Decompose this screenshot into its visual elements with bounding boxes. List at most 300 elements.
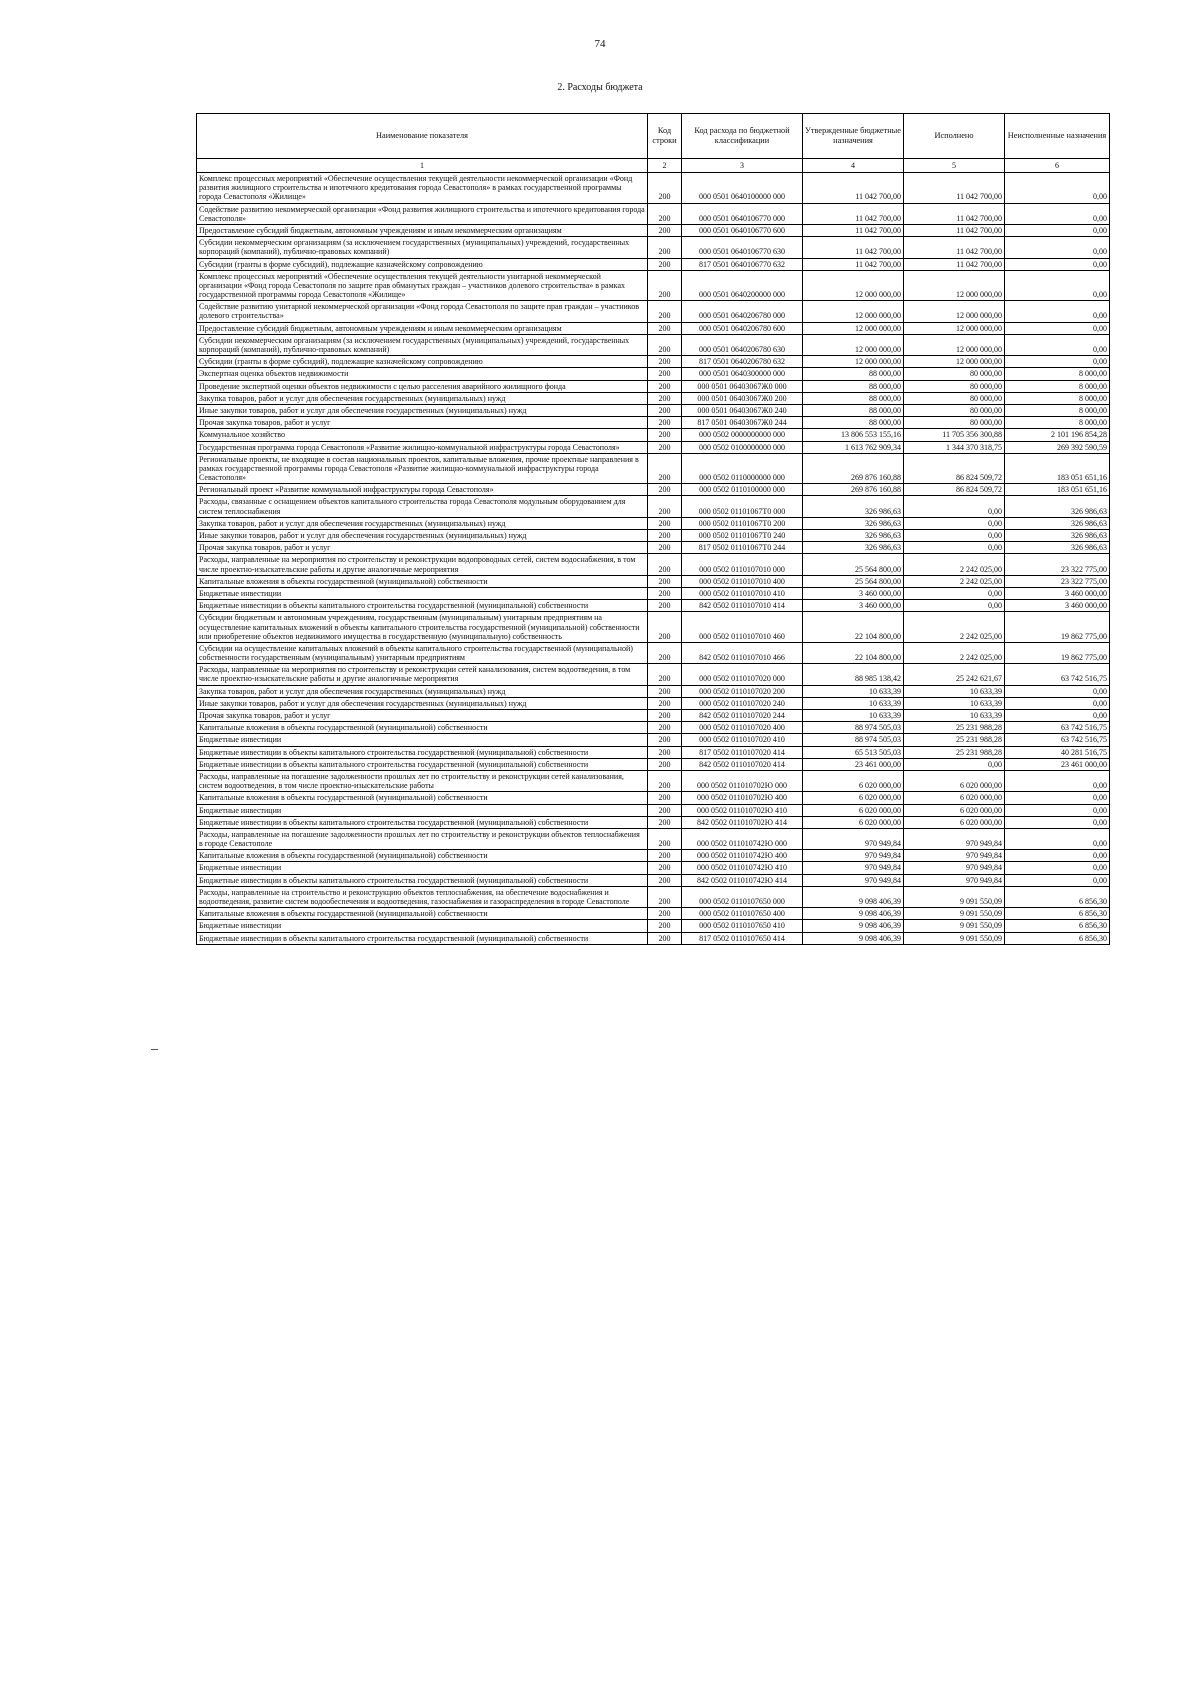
cell-approved: 970 949,84	[803, 874, 904, 886]
table-row	[197, 258, 1110, 270]
cell-unexecuted: 6 856,30	[1005, 908, 1110, 920]
cell-executed: 970 949,84	[904, 828, 1005, 849]
cell-name: Закупка товаров, работ и услуг для обеспечения государственных (муниципальных) нужд	[197, 685, 648, 697]
table-row	[197, 237, 1110, 258]
cell-unexecuted: 0,00	[1005, 203, 1110, 224]
cell-executed: 10 633,39	[904, 710, 1005, 722]
table-row	[197, 746, 1110, 758]
cell-budget-code: 000 0502 0110107650 400	[682, 908, 803, 920]
cell-name: Бюджетные инвестиции в объекты капитального строительства государственной (муниципальной) собственности	[197, 758, 648, 770]
cell-budget-code: 000 0502 0110107010 410	[682, 587, 803, 599]
header-approved: Утвержденные бюджетные назначения	[803, 114, 904, 159]
column-number: 3	[682, 159, 803, 173]
cell-row-code: 200	[648, 804, 682, 816]
cell-name: Бюджетные инвестиции в объекты капитального строительства государственной (муниципальной) собственности	[197, 746, 648, 758]
cell-row-code: 200	[648, 417, 682, 429]
cell-unexecuted: 326 986,63	[1005, 517, 1110, 529]
cell-name: Капитальные вложения в объекты государственной (муниципальной) собственности	[197, 850, 648, 862]
cell-approved: 88 974 505,03	[803, 722, 904, 734]
cell-name: Экспертная оценка объектов недвижимости	[197, 368, 648, 380]
cell-unexecuted: 326 986,63	[1005, 542, 1110, 554]
cell-approved: 6 020 000,00	[803, 770, 904, 791]
cell-unexecuted: 0,00	[1005, 697, 1110, 709]
cell-approved: 12 000 000,00	[803, 301, 904, 322]
cell-executed: 0,00	[904, 600, 1005, 612]
cell-row-code: 200	[648, 908, 682, 920]
cell-unexecuted: 63 742 516,75	[1005, 722, 1110, 734]
cell-approved: 11 042 700,00	[803, 258, 904, 270]
header-executed: Исполнено	[904, 114, 1005, 159]
cell-approved: 326 986,63	[803, 542, 904, 554]
cell-row-code: 200	[648, 301, 682, 322]
cell-budget-code: 000 0502 0110107650 000	[682, 886, 803, 907]
table-row	[197, 697, 1110, 709]
cell-name: Субсидии (гранты в форме субсидий), подлежащие казначейскому сопровождению	[197, 356, 648, 368]
cell-row-code: 200	[648, 828, 682, 849]
cell-budget-code: 000 0502 0110100000 000	[682, 484, 803, 496]
cell-unexecuted: 23 322 775,00	[1005, 575, 1110, 587]
cell-executed: 25 231 988,28	[904, 722, 1005, 734]
cell-executed: 9 091 550,09	[904, 886, 1005, 907]
cell-executed: 9 091 550,09	[904, 920, 1005, 932]
cell-executed: 80 000,00	[904, 368, 1005, 380]
table-row	[197, 828, 1110, 849]
cell-unexecuted: 0,00	[1005, 804, 1110, 816]
cell-executed: 0,00	[904, 587, 1005, 599]
table-header-row	[197, 114, 1110, 159]
cell-executed: 0,00	[904, 530, 1005, 542]
cell-budget-code: 000 0501 0640206780 600	[682, 322, 803, 334]
cell-budget-code: 842 0502 0110107020 244	[682, 710, 803, 722]
cell-row-code: 200	[648, 746, 682, 758]
cell-unexecuted: 0,00	[1005, 237, 1110, 258]
cell-executed: 25 231 988,28	[904, 746, 1005, 758]
cell-executed: 12 000 000,00	[904, 301, 1005, 322]
column-number: 6	[1005, 159, 1110, 173]
cell-executed: 80 000,00	[904, 380, 1005, 392]
cell-executed: 0,00	[904, 517, 1005, 529]
table-row	[197, 453, 1110, 484]
header-unexecuted: Неисполненные назначения	[1005, 114, 1110, 159]
table-row	[197, 587, 1110, 599]
cell-approved: 11 042 700,00	[803, 173, 904, 204]
cell-unexecuted: 8 000,00	[1005, 404, 1110, 416]
cell-name: Капитальные вложения в объекты государственной (муниципальной) собственности	[197, 722, 648, 734]
cell-budget-code: 000 0501 06403067Ж0 200	[682, 392, 803, 404]
cell-name: Прочая закупка товаров, работ и услуг	[197, 542, 648, 554]
table-row	[197, 441, 1110, 453]
cell-unexecuted: 0,00	[1005, 334, 1110, 355]
cell-approved: 970 949,84	[803, 828, 904, 849]
cell-executed: 10 633,39	[904, 685, 1005, 697]
cell-budget-code: 000 0501 06403067Ж0 240	[682, 404, 803, 416]
cell-executed: 11 705 356 300,88	[904, 429, 1005, 441]
cell-approved: 25 564 800,00	[803, 575, 904, 587]
cell-name: Субсидии некоммерческим организациям (за исключением государственных (муниципальных) учреждений, государственных корпораций (компаний), публично-правовых компаний)	[197, 334, 648, 355]
cell-budget-code: 000 0502 0110107010 000	[682, 554, 803, 575]
cell-budget-code: 842 0502 0110107020 414	[682, 758, 803, 770]
cell-approved: 22 104 800,00	[803, 612, 904, 643]
table-row	[197, 932, 1110, 944]
cell-name: Бюджетные инвестиции	[197, 862, 648, 874]
cell-unexecuted: 0,00	[1005, 322, 1110, 334]
cell-approved: 88 000,00	[803, 380, 904, 392]
cell-budget-code: 842 0502 0110107010 466	[682, 642, 803, 663]
table-row	[197, 530, 1110, 542]
cell-name: Бюджетные инвестиции	[197, 587, 648, 599]
cell-row-code: 200	[648, 886, 682, 907]
cell-executed: 25 231 988,28	[904, 734, 1005, 746]
cell-executed: 2 242 025,00	[904, 554, 1005, 575]
cell-unexecuted: 269 392 590,59	[1005, 441, 1110, 453]
cell-row-code: 200	[648, 758, 682, 770]
cell-executed: 25 242 621,67	[904, 664, 1005, 685]
cell-budget-code: 000 0502 011010742Ю 410	[682, 862, 803, 874]
cell-executed: 6 020 000,00	[904, 770, 1005, 791]
cell-approved: 970 949,84	[803, 862, 904, 874]
cell-unexecuted: 6 856,30	[1005, 932, 1110, 944]
table-row	[197, 874, 1110, 886]
cell-budget-code: 000 0502 011010742Ю 000	[682, 828, 803, 849]
table-row	[197, 575, 1110, 587]
cell-row-code: 200	[648, 258, 682, 270]
cell-executed: 970 949,84	[904, 862, 1005, 874]
cell-approved: 9 098 406,39	[803, 932, 904, 944]
table-row	[197, 417, 1110, 429]
cell-approved: 326 986,63	[803, 530, 904, 542]
cell-row-code: 200	[648, 734, 682, 746]
cell-name: Бюджетные инвестиции в объекты капитального строительства государственной (муниципальной) собственности	[197, 600, 648, 612]
cell-budget-code: 000 0501 0640100000 000	[682, 173, 803, 204]
cell-budget-code: 000 0502 011010702Ю 410	[682, 804, 803, 816]
cell-approved: 25 564 800,00	[803, 554, 904, 575]
cell-unexecuted: 8 000,00	[1005, 392, 1110, 404]
cell-executed: 86 824 509,72	[904, 484, 1005, 496]
cell-name: Бюджетные инвестиции	[197, 920, 648, 932]
header-budget-code: Код расхода по бюджетной классификации	[682, 114, 803, 159]
cell-executed: 11 042 700,00	[904, 173, 1005, 204]
cell-executed: 11 042 700,00	[904, 237, 1005, 258]
cell-unexecuted: 0,00	[1005, 874, 1110, 886]
cell-budget-code: 000 0501 0640106770 630	[682, 237, 803, 258]
table-row	[197, 173, 1110, 204]
cell-name: Иные закупки товаров, работ и услуг для обеспечения государственных (муниципальных) нужд	[197, 530, 648, 542]
table-row	[197, 792, 1110, 804]
cell-unexecuted: 19 862 775,00	[1005, 642, 1110, 663]
cell-approved: 12 000 000,00	[803, 356, 904, 368]
cell-row-code: 200	[648, 600, 682, 612]
cell-unexecuted: 63 742 516,75	[1005, 664, 1110, 685]
cell-name: Содействие развитию некоммерческой организации «Фонд развития жилищного строительства и ипотечного кредитования города Севастополя»	[197, 203, 648, 224]
cell-row-code: 200	[648, 816, 682, 828]
scan-mark	[151, 1049, 158, 1050]
table-row	[197, 356, 1110, 368]
cell-row-code: 200	[648, 496, 682, 517]
table-row	[197, 816, 1110, 828]
cell-name: Региональный проект «Развитие коммунальной инфраструктуры города Севастополя»	[197, 484, 648, 496]
cell-name: Предоставление субсидий бюджетным, автономным учреждениям и иным некоммерческим организациям	[197, 322, 648, 334]
table-row	[197, 542, 1110, 554]
cell-executed: 80 000,00	[904, 404, 1005, 416]
cell-unexecuted: 0,00	[1005, 770, 1110, 791]
cell-budget-code: 000 0501 0640206780 000	[682, 301, 803, 322]
cell-approved: 326 986,63	[803, 496, 904, 517]
cell-row-code: 200	[648, 173, 682, 204]
cell-row-code: 200	[648, 587, 682, 599]
cell-name: Субсидии некоммерческим организациям (за исключением государственных (муниципальных) учреждений, государственных корпораций (компаний), публично-правовых компаний)	[197, 237, 648, 258]
cell-unexecuted: 6 856,30	[1005, 920, 1110, 932]
cell-executed: 970 949,84	[904, 874, 1005, 886]
cell-budget-code: 000 0502 0110107020 000	[682, 664, 803, 685]
cell-executed: 6 020 000,00	[904, 804, 1005, 816]
cell-budget-code: 817 0502 01101067Т0 244	[682, 542, 803, 554]
cell-executed: 2 242 025,00	[904, 642, 1005, 663]
cell-row-code: 200	[648, 368, 682, 380]
cell-executed: 6 020 000,00	[904, 792, 1005, 804]
cell-unexecuted: 6 856,30	[1005, 886, 1110, 907]
cell-unexecuted: 0,00	[1005, 850, 1110, 862]
cell-name: Расходы, направленные на строительство и реконструкцию объектов теплоснабжения, на обеспечение водоснабжения и водоотведения, развитие систем водообеспечения и водоотведения, газоснабжения и газораспределения в городе Севастополе	[197, 886, 648, 907]
cell-approved: 9 098 406,39	[803, 886, 904, 907]
cell-budget-code: 000 0502 01101067Т0 240	[682, 530, 803, 542]
cell-unexecuted: 0,00	[1005, 224, 1110, 236]
table-row	[197, 600, 1110, 612]
cell-approved: 9 098 406,39	[803, 920, 904, 932]
cell-name: Иные закупки товаров, работ и услуг для обеспечения государственных (муниципальных) нужд	[197, 404, 648, 416]
cell-unexecuted: 8 000,00	[1005, 380, 1110, 392]
cell-row-code: 200	[648, 612, 682, 643]
cell-name: Расходы, направленные на мероприятия по строительству и реконструкции водопроводных сетей, систем водоснабжения, в том числе проектно-изыскательские работы и другие аналогичные мероприятия	[197, 554, 648, 575]
cell-unexecuted: 3 460 000,00	[1005, 587, 1110, 599]
cell-row-code: 200	[648, 392, 682, 404]
cell-name: Закупка товаров, работ и услуг для обеспечения государственных (муниципальных) нужд	[197, 517, 648, 529]
cell-approved: 12 000 000,00	[803, 322, 904, 334]
cell-budget-code: 000 0502 0110107650 410	[682, 920, 803, 932]
cell-budget-code: 000 0502 011010702Ю 000	[682, 770, 803, 791]
cell-executed: 11 042 700,00	[904, 203, 1005, 224]
cell-row-code: 200	[648, 932, 682, 944]
cell-name: Бюджетные инвестиции	[197, 804, 648, 816]
cell-unexecuted: 63 742 516,75	[1005, 734, 1110, 746]
cell-row-code: 200	[648, 517, 682, 529]
table-row	[197, 804, 1110, 816]
cell-name: Расходы, связанные с оснащением объектов капитального строительства города Севастополя модульным оборудованием для систем теплоснабжения	[197, 496, 648, 517]
table-row	[197, 334, 1110, 355]
cell-approved: 88 985 138,42	[803, 664, 904, 685]
cell-unexecuted: 183 051 651,16	[1005, 453, 1110, 484]
cell-budget-code: 000 0502 011010742Ю 400	[682, 850, 803, 862]
cell-budget-code: 000 0502 0110107020 200	[682, 685, 803, 697]
cell-row-code: 200	[648, 685, 682, 697]
cell-budget-code: 000 0502 0100000000 000	[682, 441, 803, 453]
table-row	[197, 862, 1110, 874]
cell-budget-code: 000 0502 01101067Т0 000	[682, 496, 803, 517]
cell-executed: 11 042 700,00	[904, 258, 1005, 270]
column-number: 1	[197, 159, 648, 173]
cell-budget-code: 000 0502 0110107010 400	[682, 575, 803, 587]
table-row	[197, 380, 1110, 392]
cell-approved: 88 000,00	[803, 417, 904, 429]
table-row	[197, 404, 1110, 416]
cell-row-code: 200	[648, 453, 682, 484]
cell-approved: 13 806 553 155,16	[803, 429, 904, 441]
cell-approved: 10 633,39	[803, 685, 904, 697]
cell-budget-code: 000 0501 0640200000 000	[682, 270, 803, 301]
table-row	[197, 612, 1110, 643]
cell-executed: 12 000 000,00	[904, 356, 1005, 368]
cell-budget-code: 000 0502 0110107020 400	[682, 722, 803, 734]
table-row	[197, 368, 1110, 380]
cell-name: Государственная программа города Севастополя «Развитие жилищно-коммунальной инфраструктуры города Севастополя»	[197, 441, 648, 453]
cell-unexecuted: 0,00	[1005, 301, 1110, 322]
column-number-row	[197, 159, 1110, 173]
cell-name: Предоставление субсидий бюджетным, автономным учреждениям и иным некоммерческим организациям	[197, 224, 648, 236]
cell-row-code: 200	[648, 792, 682, 804]
cell-name: Проведение экспертной оценки объектов недвижимости с целью расселения аварийного жилищного фонда	[197, 380, 648, 392]
cell-unexecuted: 8 000,00	[1005, 368, 1110, 380]
cell-unexecuted: 23 461 000,00	[1005, 758, 1110, 770]
cell-executed: 2 242 025,00	[904, 575, 1005, 587]
cell-name: Региональные проекты, не входящие в состав национальных проектов, капитальные вложения, прочие проектные направления в рамках государственной программы города Севастополя «Развитие жилищно-коммунальной инфраструктуры города Севастополя»	[197, 453, 648, 484]
cell-approved: 11 042 700,00	[803, 203, 904, 224]
cell-executed: 86 824 509,72	[904, 453, 1005, 484]
cell-approved: 23 461 000,00	[803, 758, 904, 770]
cell-row-code: 200	[648, 322, 682, 334]
column-number: 5	[904, 159, 1005, 173]
cell-name: Бюджетные инвестиции в объекты капитального строительства государственной (муниципальной) собственности	[197, 874, 648, 886]
cell-name: Капитальные вложения в объекты государственной (муниципальной) собственности	[197, 575, 648, 587]
table-row	[197, 496, 1110, 517]
cell-executed: 0,00	[904, 496, 1005, 517]
cell-budget-code: 000 0502 0110107010 460	[682, 612, 803, 643]
table-row	[197, 429, 1110, 441]
cell-name: Расходы, направленные на погашение задолженности прошлых лет по строительству и реконструкции объектов теплоснабжения в городе Севастополе	[197, 828, 648, 849]
cell-executed: 12 000 000,00	[904, 322, 1005, 334]
section-title: 2. Расходы бюджета	[557, 82, 643, 93]
table-row	[197, 484, 1110, 496]
cell-executed: 6 020 000,00	[904, 816, 1005, 828]
cell-budget-code: 817 0501 06403067Ж0 244	[682, 417, 803, 429]
cell-budget-code: 000 0502 01101067Т0 200	[682, 517, 803, 529]
cell-unexecuted: 0,00	[1005, 173, 1110, 204]
cell-budget-code: 000 0502 0110107020 240	[682, 697, 803, 709]
table-row	[197, 322, 1110, 334]
cell-budget-code: 000 0501 0640106770 000	[682, 203, 803, 224]
cell-unexecuted: 19 862 775,00	[1005, 612, 1110, 643]
cell-budget-code: 817 0502 0110107020 414	[682, 746, 803, 758]
cell-budget-code: 000 0501 06403067Ж0 000	[682, 380, 803, 392]
cell-executed: 10 633,39	[904, 697, 1005, 709]
cell-unexecuted: 8 000,00	[1005, 417, 1110, 429]
cell-budget-code: 817 0501 0640106770 632	[682, 258, 803, 270]
cell-budget-code: 842 0502 011010702Ю 414	[682, 816, 803, 828]
cell-row-code: 200	[648, 334, 682, 355]
cell-row-code: 200	[648, 664, 682, 685]
table-row	[197, 722, 1110, 734]
cell-unexecuted: 0,00	[1005, 685, 1110, 697]
cell-row-code: 200	[648, 380, 682, 392]
cell-row-code: 200	[648, 203, 682, 224]
cell-unexecuted: 326 986,63	[1005, 530, 1110, 542]
cell-approved: 10 633,39	[803, 710, 904, 722]
cell-unexecuted: 183 051 651,16	[1005, 484, 1110, 496]
cell-approved: 12 000 000,00	[803, 334, 904, 355]
cell-approved: 3 460 000,00	[803, 587, 904, 599]
cell-executed: 12 000 000,00	[904, 270, 1005, 301]
header-indicator-name: Наименование показателя	[197, 114, 648, 159]
cell-name: Комплекс процессных мероприятий «Обеспечение осуществления текущей деятельности унитарной некоммерческой организации «Фонд города Севастополя по защите прав обманутых граждан – участников долевого строительства» в рамках государственной программы города Севастополя «Жилище»	[197, 270, 648, 301]
cell-approved: 9 098 406,39	[803, 908, 904, 920]
column-number: 2	[648, 159, 682, 173]
cell-row-code: 200	[648, 722, 682, 734]
table-row	[197, 270, 1110, 301]
cell-budget-code: 000 0502 0000000000 000	[682, 429, 803, 441]
cell-executed: 80 000,00	[904, 417, 1005, 429]
table-row	[197, 758, 1110, 770]
cell-unexecuted: 0,00	[1005, 356, 1110, 368]
cell-row-code: 200	[648, 554, 682, 575]
table-row	[197, 392, 1110, 404]
cell-name: Закупка товаров, работ и услуг для обеспечения государственных (муниципальных) нужд	[197, 392, 648, 404]
cell-name: Расходы, направленные на мероприятия по строительству и реконструкции сетей канализования, систем водоотведения, в том числе проектно-изыскательские работы и другие аналогичные мероприятия	[197, 664, 648, 685]
cell-name: Иные закупки товаров, работ и услуг для обеспечения государственных (муниципальных) нужд	[197, 697, 648, 709]
cell-row-code: 200	[648, 642, 682, 663]
cell-executed: 0,00	[904, 758, 1005, 770]
cell-unexecuted: 326 986,63	[1005, 496, 1110, 517]
table-row	[197, 710, 1110, 722]
table-row	[197, 920, 1110, 932]
cell-unexecuted: 40 281 516,75	[1005, 746, 1110, 758]
cell-executed: 80 000,00	[904, 392, 1005, 404]
cell-budget-code: 000 0501 0640206780 630	[682, 334, 803, 355]
cell-executed: 9 091 550,09	[904, 908, 1005, 920]
table-row	[197, 554, 1110, 575]
cell-row-code: 200	[648, 404, 682, 416]
cell-name: Прочая закупка товаров, работ и услуг	[197, 710, 648, 722]
cell-approved: 269 876 160,88	[803, 453, 904, 484]
cell-row-code: 200	[648, 697, 682, 709]
cell-row-code: 200	[648, 710, 682, 722]
table-row	[197, 224, 1110, 236]
cell-approved: 88 974 505,03	[803, 734, 904, 746]
cell-approved: 6 020 000,00	[803, 792, 904, 804]
cell-row-code: 200	[648, 770, 682, 791]
cell-approved: 326 986,63	[803, 517, 904, 529]
cell-approved: 970 949,84	[803, 850, 904, 862]
cell-unexecuted: 0,00	[1005, 258, 1110, 270]
cell-approved: 3 460 000,00	[803, 600, 904, 612]
cell-unexecuted: 0,00	[1005, 828, 1110, 849]
cell-approved: 88 000,00	[803, 404, 904, 416]
cell-approved: 10 633,39	[803, 697, 904, 709]
cell-budget-code: 000 0502 0110107020 410	[682, 734, 803, 746]
cell-budget-code: 842 0502 0110107010 414	[682, 600, 803, 612]
cell-row-code: 200	[648, 862, 682, 874]
cell-executed: 1 344 370 318,75	[904, 441, 1005, 453]
cell-approved: 12 000 000,00	[803, 270, 904, 301]
table-row	[197, 685, 1110, 697]
table-row	[197, 770, 1110, 791]
cell-executed: 0,00	[904, 542, 1005, 554]
cell-unexecuted: 23 322 775,00	[1005, 554, 1110, 575]
budget-expenditure-table	[196, 113, 1110, 945]
cell-row-code: 200	[648, 484, 682, 496]
cell-name: Бюджетные инвестиции в объекты капитального строительства государственной (муниципальной) собственности	[197, 816, 648, 828]
cell-row-code: 200	[648, 530, 682, 542]
cell-approved: 11 042 700,00	[803, 237, 904, 258]
cell-row-code: 200	[648, 542, 682, 554]
table-row	[197, 517, 1110, 529]
